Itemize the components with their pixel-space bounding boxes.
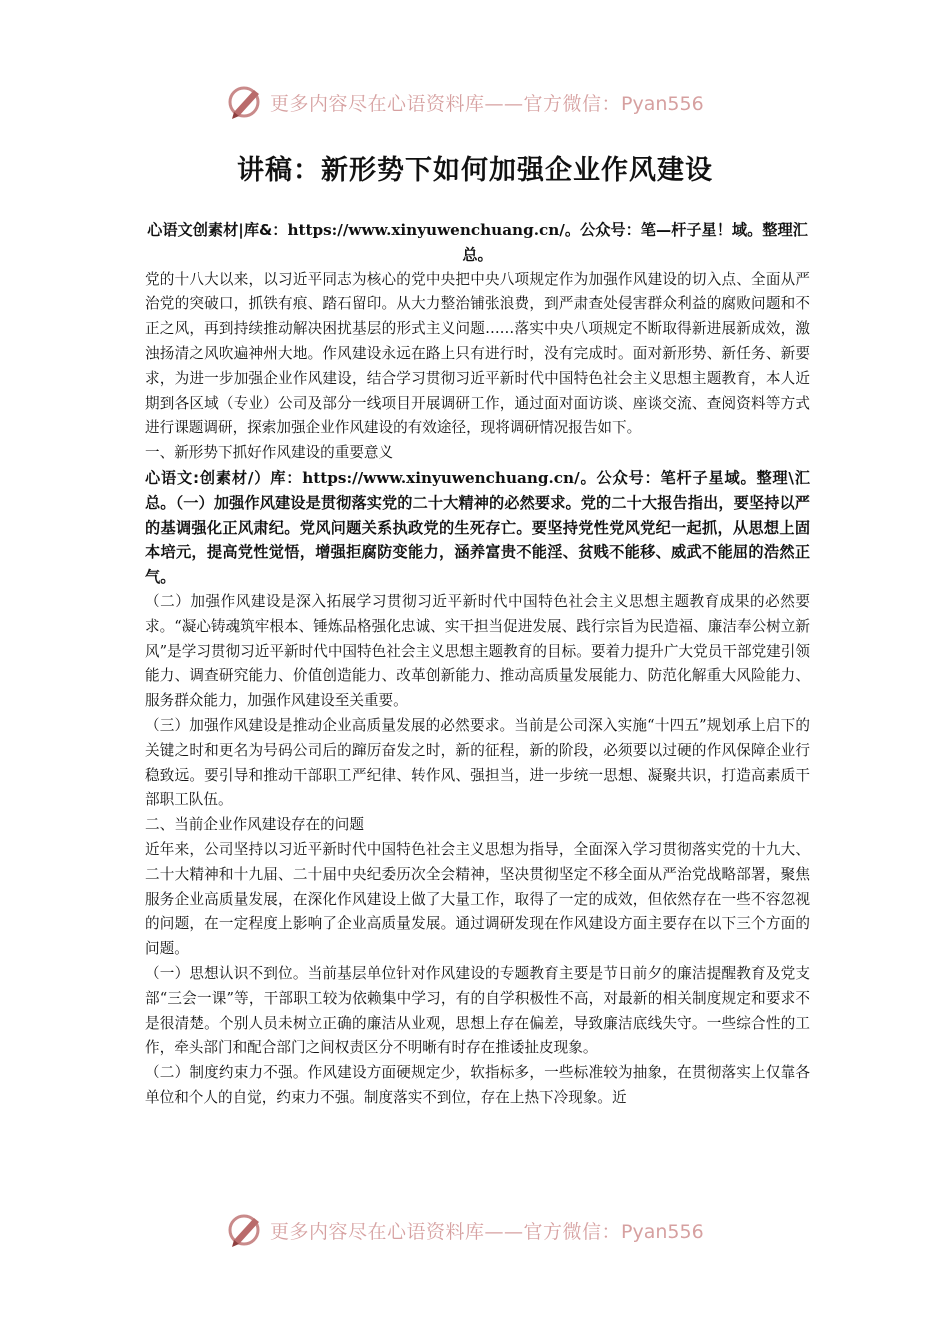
pen-logo-icon (226, 82, 266, 122)
paragraph-1: 心语文:创素材/）库：https://www.xinyuwenchuang.cn/。公众号：笔杆子星域。整理\汇总。（一）加强作风建设是贯彻落实党的二十大精神的必然要求。党的二十大报告指出，要坚持以严的基调强化正风肃纪。党风问题关系执政党的生死存亡。要坚持党性党风党纪一起抓，从思想上固本培元，提高党性觉悟，增强拒腐防变能力，涵养富贵不能淫、贫贱不能移、威武不能屈的浩然正气。 (145, 468, 810, 587)
paragraph-1-link[interactable]: https://www.xinyuwenchuang.cn/ (302, 468, 580, 487)
paragraph-2: （二）加强作风建设是深入拓展学习贯彻习近平新时代中国特色社会主义思想主题教育成果的必然要求。“凝心铸魂筑牢根本、锤炼品格强化忠诚、实干担当促进发展、践行宗旨为民造福、廉洁奉公树立新风”是学习贯彻习近平新时代中国特色社会主义思想主题教育的目标。要着力提升广大党员干部党建引领能力、调查研究能力、价值创造能力、改革创新能力、推动高质量发展能力、防范化解重大风险能力、服务群众能力，加强作风建设至关重要。 (145, 592, 810, 710)
paragraph-3: （三）加强作风建设是推动企业高质量发展的必然要求。当前是公司深入实施“十四五”规划承上启下的关键之时和更名为号码公司后的蹿厉奋发之时，新的征程，新的阶段，必须要以过硬的作风保障企业行稳致远。要引导和推动干部职工严纪律、转作风、强担当，进一步统一思想、凝聚共识，打造高素质干部职工队伍。 (145, 716, 810, 809)
banner-wechat: Pyan556 (621, 92, 704, 115)
header-banner (226, 80, 746, 124)
intro-paragraph: 党的十八大以来，以习近平同志为核心的党中央把中央八项规定作为加强作风建设的切入点、全面从严治党的突破口，抓铁有痕、踏石留印。从大力整治铺张浪费，到严肃查处侵害群众利益的腐败问题和不正之风，再到持续推动解决困扰基层的形式主义问题……落实中央八项规定不断取得新进展新成效，激浊扬清之风吹遍神州大地。作风建设永远在路上只有进行时，没有完成时。面对新形势、新任务、新要求，为进一步加强企业作风建设，结合学习贯彻习近平新时代中国特色社会主义思想主题教育，本人近期到各区域（专业）公司及部分一线项目开展调研工作，通过面对面访谈、座谈交流、查阅资料等方式进行课题调研，探索加强企业作风建设的有效途径，现将调研情况报告如下。 (145, 270, 810, 437)
banner-text: 更多内容尽在心语资料库——官方微信： (270, 92, 622, 115)
pen-logo-icon (226, 1210, 266, 1250)
paragraph-6: （二）制度约束力不强。作风建设方面硬规定少，软指标多，一些标准较为抽象，在贯彻落实上仅靠各单位和个人的自觉，约束力不强。制度落实不到位，存在上热下冷现象。近 (145, 1064, 810, 1106)
footer-banner (226, 1208, 746, 1252)
page-title: 讲稿：新形势下如何加强企业作风建设 (237, 155, 713, 186)
source-link[interactable]: https://www.xinyuwenchuang.cn/ (287, 221, 565, 239)
section-heading-1: 一、新形势下抓好作风建设的重要意义 (145, 444, 394, 462)
source-note: 心语文创素材|库&：https://www.xinyuwenchuang.cn/。公众号：笔—杆子星！域。整理汇总。 (147, 221, 808, 264)
banner-wechat: Pyan556 (621, 1220, 704, 1243)
banner-text: 更多内容尽在心语资料库——官方微信： (270, 1220, 622, 1243)
section-heading-2: 二、当前企业作风建设存在的问题 (145, 816, 364, 834)
document-body (145, 218, 810, 1111)
paragraph-5: （一）思想认识不到位。当前基层单位针对作风建设的专题教育主要是节日前夕的廉洁提醒教育及党支部“三会一课”等，干部职工较为依赖集中学习，有的自学积极性不高，对最新的相关制度规定和要求不是很清楚。个别人员未树立正确的廉洁从业观，思想上存在偏差，导致廉洁底线失守。一些综合性的工作，牵头部门和配合部门之间权责区分不明晰有时存在推诿扯皮现象。 (145, 964, 810, 1057)
paragraph-4: 近年来，公司坚持以习近平新时代中国特色社会主义思想为指导，全面深入学习贯彻落实党的十九大、二十大精神和十九届、二十届中央纪委历次全会精神，坚决贯彻坚定不移全面从严治党战略部署，聚焦服务企业高质量发展，在深化作风建设上做了大量工作，取得了一定的成效，但依然存在一些不容忽视的问题，在一定程度上影响了企业高质量发展。通过调研发现在作风建设方面主要存在以下三个方面的问题。 (145, 840, 810, 958)
